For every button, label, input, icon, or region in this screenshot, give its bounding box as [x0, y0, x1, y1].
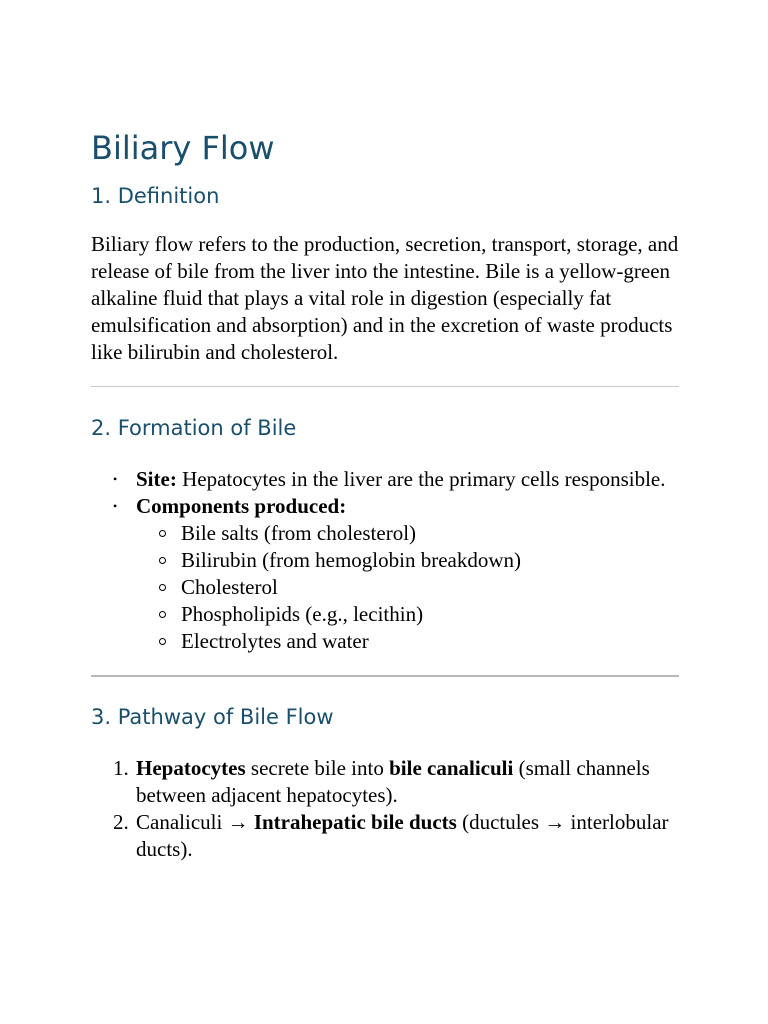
list-item: Cholesterol: [181, 574, 679, 601]
list-item-components: [113, 493, 679, 655]
circle-bullet-icon: [159, 611, 166, 618]
section-divider: [91, 386, 679, 387]
step-number: 1.: [113, 756, 129, 780]
circle-bullet-icon: [159, 557, 166, 564]
document-page: [91, 126, 679, 863]
definition-paragraph: Biliary flow refers to the production, secretion, transport, storage, and release of bile from the liver into the intestine. Bile is a yellow-green alkaline fluid that plays a vital role in digestion (especially fat emulsification and absorption) and in the excretion of waste products like bilirubin and cholesterol.: [91, 232, 679, 364]
list-item-site: [113, 466, 679, 493]
step-text: (small channels between adjacent hepatocytes).: [136, 756, 650, 807]
step-bold-term: Intrahepatic bile ducts: [253, 810, 457, 834]
section-heading-definition: 1. Definition: [91, 184, 220, 208]
list-item-step-2: [113, 809, 679, 863]
list-item: Electrolytes and water: [181, 628, 679, 655]
step-number: 2.: [113, 810, 129, 834]
step-bold-term: bile canaliculi: [389, 756, 514, 780]
pathway-list: [91, 755, 679, 863]
circle-bullet-icon: [159, 584, 166, 591]
section-heading-pathway: 3. Pathway of Bile Flow: [91, 705, 334, 729]
section-heading-formation: 2. Formation of Bile: [91, 416, 297, 440]
bullet-icon: •: [113, 499, 118, 513]
site-label: Site:: [136, 467, 177, 491]
components-label: Components produced:: [136, 494, 347, 518]
step-text: Canaliculi →: [136, 810, 254, 834]
section-divider: [91, 675, 679, 677]
list-item-step-1: [113, 755, 679, 809]
page-title: Biliary Flow: [91, 129, 275, 167]
circle-bullet-icon: [159, 638, 166, 645]
components-sublist: [136, 520, 679, 655]
site-text: Hepatocytes in the liver are the primary cells responsible.: [176, 467, 666, 491]
step-text: (ductules → interlobular ducts).: [136, 810, 669, 861]
step-text: secrete bile into: [245, 756, 390, 780]
list-item: Bilirubin (from hemoglobin breakdown): [181, 547, 679, 574]
list-item: Bile salts (from cholesterol): [181, 520, 679, 547]
step-bold-term: Hepatocytes: [136, 756, 246, 780]
bullet-icon: •: [113, 472, 118, 486]
list-item: Phospholipids (e.g., lecithin): [181, 601, 679, 628]
formation-list: [91, 466, 679, 655]
circle-bullet-icon: [159, 530, 166, 537]
